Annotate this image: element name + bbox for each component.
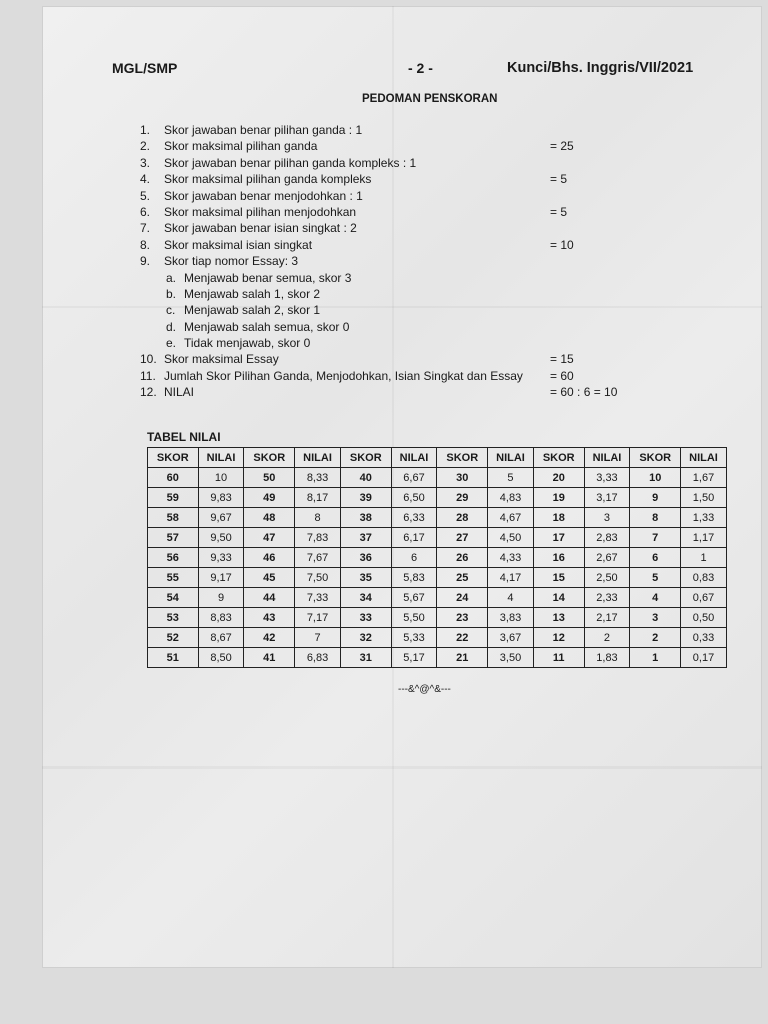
nilai-cell: 8,50 [198, 648, 244, 668]
nilai-cell: 2 [584, 628, 630, 648]
column-header: SKOR [340, 448, 391, 468]
skor-cell: 42 [244, 628, 295, 648]
nilai-cell: 1,33 [681, 508, 727, 528]
skor-cell: 39 [340, 488, 391, 508]
nilai-cell: 5,83 [391, 568, 437, 588]
nilai-cell: 9,83 [198, 488, 244, 508]
skor-cell: 37 [340, 528, 391, 548]
nilai-cell: 9 [198, 588, 244, 608]
nilai-cell: 2,83 [584, 528, 630, 548]
skor-cell: 19 [533, 488, 584, 508]
table-row [148, 548, 727, 568]
nilai-cell: 9,17 [198, 568, 244, 588]
nilai-cell: 1,83 [584, 648, 630, 668]
skor-cell: 17 [533, 528, 584, 548]
skor-cell: 57 [148, 528, 199, 548]
skor-cell: 41 [244, 648, 295, 668]
skor-cell: 40 [340, 468, 391, 488]
nilai-cell: 9,50 [198, 528, 244, 548]
nilai-cell: 0,50 [681, 608, 727, 628]
nilai-cell: 0,33 [681, 628, 727, 648]
nilai-cell: 3,33 [584, 468, 630, 488]
nilai-cell: 7,50 [295, 568, 341, 588]
essay-subitem: a. Menjawab benar semua, skor 3 [166, 270, 352, 285]
skor-cell: 20 [533, 468, 584, 488]
skor-cell: 10 [630, 468, 681, 488]
nilai-cell: 3,17 [584, 488, 630, 508]
skor-cell: 12 [533, 628, 584, 648]
nilai-cell: 1,67 [681, 468, 727, 488]
essay-subitem: e. Tidak menjawab, skor 0 [166, 336, 311, 351]
skor-cell: 30 [437, 468, 488, 488]
nilai-cell: 4,33 [488, 548, 534, 568]
nilai-cell: 3,67 [488, 628, 534, 648]
nilai-cell: 4 [488, 588, 534, 608]
nilai-cell: 8,83 [198, 608, 244, 628]
skor-cell: 31 [340, 648, 391, 668]
list-item: 12. NILAI = 60 : 6 = 10 [140, 385, 618, 400]
skor-cell: 52 [148, 628, 199, 648]
nilai-cell: 5 [488, 468, 534, 488]
nilai-cell: 8,67 [198, 628, 244, 648]
essay-subitem: d. Menjawab salah semua, skor 0 [166, 319, 350, 334]
table-row [148, 528, 727, 548]
skor-cell: 3 [630, 608, 681, 628]
skor-cell: 49 [244, 488, 295, 508]
nilai-cell: 7,33 [295, 588, 341, 608]
skor-cell: 28 [437, 508, 488, 528]
skor-cell: 26 [437, 548, 488, 568]
skor-cell: 32 [340, 628, 391, 648]
nilai-cell: 7,83 [295, 528, 341, 548]
skor-cell: 34 [340, 588, 391, 608]
skor-cell: 53 [148, 608, 199, 628]
end-mark: ---&^@^&--- [398, 684, 451, 695]
skor-cell: 23 [437, 608, 488, 628]
list-item: 5. Skor jawaban benar menjodohkan : 1 [140, 188, 363, 203]
table-row [148, 648, 727, 668]
header-key-ref: Kunci/Bhs. Inggris/VII/2021 [507, 60, 694, 76]
essay-subitem: b. Menjawab salah 1, skor 2 [166, 286, 321, 301]
nilai-cell: 0,83 [681, 568, 727, 588]
list-item: 9. Skor tiap nomor Essay: 3 [140, 254, 299, 269]
list-item: 6. Skor maksimal pilihan menjodohkan = 5 [140, 204, 568, 219]
nilai-cell: 5,33 [391, 628, 437, 648]
nilai-cell: 6,83 [295, 648, 341, 668]
table-body [148, 468, 727, 668]
nilai-cell: 4,67 [488, 508, 534, 528]
list-item: 10. Skor maksimal Essay = 15 [140, 352, 574, 367]
column-header: SKOR [630, 448, 681, 468]
skor-cell: 24 [437, 588, 488, 608]
skor-cell: 51 [148, 648, 199, 668]
nilai-cell: 1 [681, 548, 727, 568]
nilai-cell: 6,67 [391, 468, 437, 488]
skor-cell: 29 [437, 488, 488, 508]
skor-cell: 9 [630, 488, 681, 508]
skor-cell: 50 [244, 468, 295, 488]
skor-cell: 46 [244, 548, 295, 568]
nilai-cell: 4,50 [488, 528, 534, 548]
list-item: 11. Jumlah Skor Pilihan Ganda, Menjodohkan, Isian Singkat dan Essay = 60 [140, 368, 574, 383]
list-item: 4. Skor maksimal pilihan ganda kompleks = 5 [140, 172, 568, 187]
nilai-cell: 8,17 [295, 488, 341, 508]
column-header: NILAI [584, 448, 630, 468]
skor-cell: 15 [533, 568, 584, 588]
skor-cell: 35 [340, 568, 391, 588]
skor-cell: 16 [533, 548, 584, 568]
skor-cell: 59 [148, 488, 199, 508]
skor-cell: 27 [437, 528, 488, 548]
skor-cell: 22 [437, 628, 488, 648]
skor-cell: 55 [148, 568, 199, 588]
column-header: NILAI [198, 448, 244, 468]
skor-cell: 33 [340, 608, 391, 628]
nilai-cell: 7 [295, 628, 341, 648]
nilai-cell: 9,67 [198, 508, 244, 528]
list-item: 3. Skor jawaban benar pilihan ganda kompleks : 1 [140, 155, 417, 170]
column-header: SKOR [533, 448, 584, 468]
nilai-cell: 2,50 [584, 568, 630, 588]
skor-cell: 60 [148, 468, 199, 488]
skor-cell: 8 [630, 508, 681, 528]
skor-cell: 14 [533, 588, 584, 608]
skor-cell: 4 [630, 588, 681, 608]
nilai-cell: 10 [198, 468, 244, 488]
column-header: SKOR [148, 448, 199, 468]
nilai-cell: 2,33 [584, 588, 630, 608]
nilai-cell: 2,67 [584, 548, 630, 568]
skor-cell: 36 [340, 548, 391, 568]
table-row [148, 568, 727, 588]
page-number: - 2 - [408, 60, 433, 76]
nilai-cell: 6,17 [391, 528, 437, 548]
nilai-cell: 5,67 [391, 588, 437, 608]
column-header: SKOR [244, 448, 295, 468]
table-title: TABEL NILAI [147, 430, 221, 444]
nilai-cell: 7,67 [295, 548, 341, 568]
nilai-cell: 4,17 [488, 568, 534, 588]
essay-subitem: c. Menjawab salah 2, skor 1 [166, 303, 321, 318]
nilai-cell: 1,17 [681, 528, 727, 548]
nilai-cell: 4,83 [488, 488, 534, 508]
skor-cell: 2 [630, 628, 681, 648]
scoring-guide-list [140, 122, 660, 401]
list-item: 2. Skor maksimal pilihan ganda = 25 [140, 139, 574, 154]
nilai-cell: 3 [584, 508, 630, 528]
list-item: 1. Skor jawaban benar pilihan ganda : 1 [140, 123, 363, 137]
nilai-cell: 1,50 [681, 488, 727, 508]
skor-cell: 45 [244, 568, 295, 588]
table-row [148, 488, 727, 508]
skor-cell: 21 [437, 648, 488, 668]
nilai-cell: 5,17 [391, 648, 437, 668]
column-header: NILAI [681, 448, 727, 468]
table-row [148, 508, 727, 528]
skor-cell: 58 [148, 508, 199, 528]
table-row [148, 468, 727, 488]
skor-cell: 5 [630, 568, 681, 588]
nilai-cell: 2,17 [584, 608, 630, 628]
nilai-cell: 3,83 [488, 608, 534, 628]
nilai-cell: 5,50 [391, 608, 437, 628]
skor-cell: 6 [630, 548, 681, 568]
list-item: 7. Skor jawaban benar isian singkat : 2 [140, 221, 357, 236]
skor-cell: 1 [630, 648, 681, 668]
skor-cell: 11 [533, 648, 584, 668]
nilai-cell: 6,33 [391, 508, 437, 528]
column-header: NILAI [391, 448, 437, 468]
nilai-cell: 6,50 [391, 488, 437, 508]
table-row [148, 588, 727, 608]
skor-cell: 13 [533, 608, 584, 628]
skor-cell: 47 [244, 528, 295, 548]
nilai-cell: 7,17 [295, 608, 341, 628]
table-row [148, 628, 727, 648]
skor-cell: 18 [533, 508, 584, 528]
skor-cell: 43 [244, 608, 295, 628]
nilai-cell: 9,33 [198, 548, 244, 568]
nilai-cell: 3,50 [488, 648, 534, 668]
skor-cell: 25 [437, 568, 488, 588]
nilai-cell: 8 [295, 508, 341, 528]
skor-cell: 54 [148, 588, 199, 608]
table-header-row [148, 448, 727, 468]
page-title: PEDOMAN PENSKORAN [362, 93, 498, 105]
skor-cell: 48 [244, 508, 295, 528]
nilai-cell: 8,33 [295, 468, 341, 488]
skor-cell: 38 [340, 508, 391, 528]
skor-cell: 56 [148, 548, 199, 568]
list-item: 8. Skor maksimal isian singkat = 10 [140, 237, 574, 252]
table-row [148, 608, 727, 628]
skor-cell: 7 [630, 528, 681, 548]
column-header: SKOR [437, 448, 488, 468]
column-header: NILAI [295, 448, 341, 468]
nilai-cell: 6 [391, 548, 437, 568]
score-table [147, 447, 727, 668]
skor-cell: 44 [244, 588, 295, 608]
nilai-cell: 0,17 [681, 648, 727, 668]
column-header: NILAI [488, 448, 534, 468]
paper-crease [42, 766, 762, 769]
nilai-cell: 0,67 [681, 588, 727, 608]
header-code: MGL/SMP [112, 60, 178, 76]
